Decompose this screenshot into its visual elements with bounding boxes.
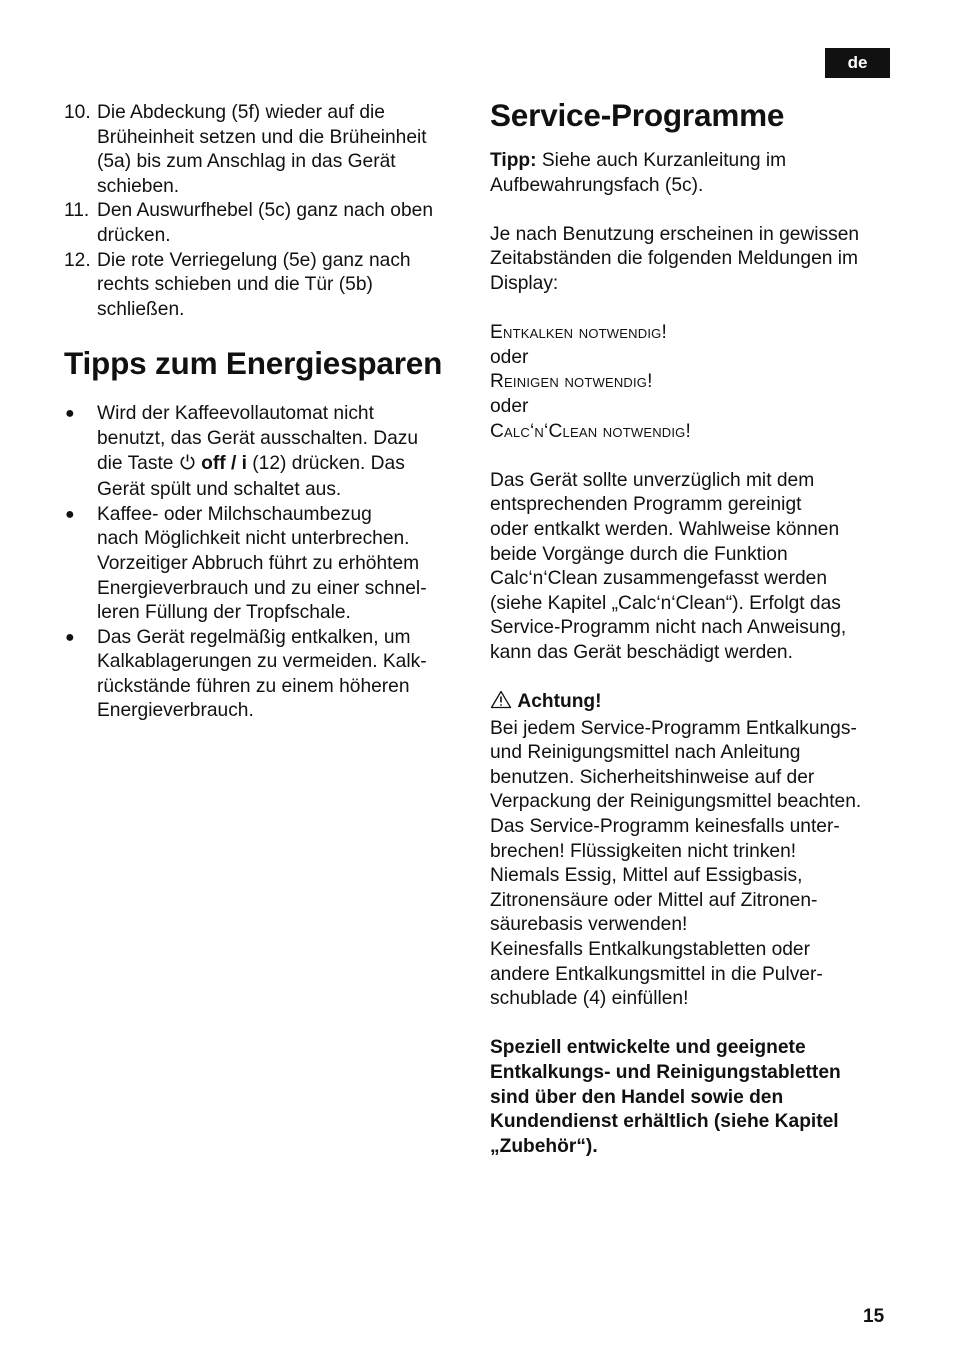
energy-heading: Tipps zum Energiesparen xyxy=(64,345,443,382)
bullet-text: (12) drücken. Das xyxy=(246,452,405,474)
step-line: schließen. xyxy=(97,298,185,320)
power-icon xyxy=(179,453,196,479)
tip-text: Aufbewahrungsfach (5c). xyxy=(490,174,704,196)
step-number: 10. xyxy=(64,102,91,123)
intro-line: Display: xyxy=(490,272,559,294)
bullet-line: nach Möglichkeit nicht unterbrechen. xyxy=(97,528,410,550)
paragraph-line: Das Gerät sollte unverzüglich mit dem xyxy=(490,469,815,491)
bullet-line: Kaffee- oder Milchschaumbezug xyxy=(97,503,372,525)
energy-bullet-1 xyxy=(64,402,459,502)
or-text: oder xyxy=(490,395,529,417)
warning-line: Verpackung der Reinigungsmittel beachten. xyxy=(490,791,862,813)
bullet-dot: ● xyxy=(65,628,75,646)
or-text: oder xyxy=(490,346,529,368)
bold-note-line: Speziell entwickelte und geeignete xyxy=(490,1037,806,1059)
warning-line: Bei jedem Service-Programm Entkalkungs- xyxy=(490,717,857,739)
step-10 xyxy=(64,101,459,199)
step-number: 11. xyxy=(64,200,90,222)
display-message-clean: Reinigen notwendig! xyxy=(490,371,653,393)
bold-note-line: sind über den Handel sowie den xyxy=(490,1086,784,1108)
energy-bullet-2 xyxy=(64,503,459,626)
step-12 xyxy=(64,249,459,323)
warning-heading xyxy=(490,690,900,717)
bullet-dot: ● xyxy=(65,405,75,423)
warning-line: andere Entkalkungsmittel in die Pulver- xyxy=(490,963,823,985)
step-line: Den Auswurfhebel (5c) ganz nach oben xyxy=(97,200,433,222)
warning-line: säurebasis verwenden! xyxy=(490,914,688,936)
display-message-descale: Entkalken notwendig! xyxy=(490,322,667,344)
bold-note-line: „Zubehör“). xyxy=(490,1135,598,1157)
language-tab: de xyxy=(825,48,890,78)
bullet-text: die Taste xyxy=(97,452,179,474)
step-11 xyxy=(64,199,459,248)
right-column xyxy=(490,96,900,1159)
tip-line xyxy=(490,149,900,174)
bold-note-line: Entkalkungs- und Reinigungstabletten xyxy=(490,1061,841,1083)
warning-title: Achtung! xyxy=(517,691,602,713)
step-line: Brüheinheit setzen und die Brüheinheit xyxy=(97,126,427,148)
paragraph-line: Calc‘n‘Clean zusammengefasst werden xyxy=(490,568,828,590)
paragraph-line: beide Vorgänge durch die Funktion xyxy=(490,543,788,565)
display-message-calcnclean: Calc‘n‘Clean notwendig! xyxy=(490,420,692,442)
warning-triangle-icon xyxy=(490,690,512,717)
energy-bullet-3 xyxy=(64,626,459,724)
bullet-line: benutzt, das Gerät ausschalten. Dazu xyxy=(97,427,419,449)
step-number: 12. xyxy=(64,249,91,271)
step-line: Die Abdeckung (5f) wieder auf die xyxy=(97,102,385,123)
service-heading: Service-Programme xyxy=(490,97,785,133)
bullet-line: Energieverbrauch. xyxy=(97,700,254,722)
left-column xyxy=(64,101,459,724)
bullet-dot: ● xyxy=(65,505,75,523)
intro-line: Je nach Benutzung erscheinen in gewissen xyxy=(490,223,860,245)
warning-line: schublade (4) einfüllen! xyxy=(490,988,689,1010)
bullet-line: rückstände führen zu einem höheren xyxy=(97,675,410,697)
paragraph-line: (siehe Kapitel „Calc‘n‘Clean“). Erfolgt das xyxy=(490,592,841,614)
intro-line: Zeitabständen die folgenden Meldungen im xyxy=(490,248,859,270)
tip-label: Tipp: xyxy=(490,150,537,171)
warning-line: benutzen. Sicherheitshinweise auf der xyxy=(490,766,815,788)
bullet-line: Wird der Kaffeevollautomat nicht xyxy=(97,403,374,425)
warning-line: Zitronensäure oder Mittel auf Zitronen- xyxy=(490,889,818,911)
step-line: (5a) bis zum Anschlag in das Gerät xyxy=(97,151,396,173)
bullet-line: Energieverbrauch und zu einer schnel- xyxy=(97,577,427,599)
paragraph-line: oder entkalkt werden. Wahlweise können xyxy=(490,518,840,540)
warning-line: Keinesfalls Entkalkungstabletten oder xyxy=(490,939,810,960)
step-line: Die rote Verriegelung (5e) ganz nach xyxy=(97,249,411,271)
bullet-line: Vorzeitiger Abbruch führt zu erhöhtem xyxy=(97,552,420,574)
paragraph-line: Service-Programm nicht nach Anweisung, xyxy=(490,617,847,639)
bullet-line: Das Gerät regelmäßig entkalken, um xyxy=(97,626,411,648)
warning-line: Niemals Essig, Mittel auf Essigbasis, xyxy=(490,865,803,887)
step-line: rechts schieben und die Tür (5b) xyxy=(97,274,373,296)
tip-text: Siehe auch Kurzanleitung im xyxy=(536,150,787,171)
warning-line: brechen! Flüssigkeiten nicht trinken! xyxy=(490,840,797,862)
bullet-line xyxy=(97,452,459,479)
bullet-line: Gerät spült und schaltet aus. xyxy=(97,479,342,501)
bold-note-line: Kundendienst erhältlich (siehe Kapitel xyxy=(490,1111,839,1133)
warning-line: und Reinigungsmittel nach Anleitung xyxy=(490,742,801,764)
warning-line: Das Service-Programm keinesfalls unter- xyxy=(490,816,840,838)
paragraph-line: kann das Gerät beschädigt werden. xyxy=(490,641,793,663)
bullet-line: leren Füllung der Tropfschale. xyxy=(97,602,351,624)
bullet-line: Kalkablagerungen zu vermeiden. Kalk- xyxy=(97,651,427,673)
page-number: 15 xyxy=(863,1306,885,1327)
paragraph-line: entsprechenden Programm gereinigt xyxy=(490,494,802,516)
off-button-label: off / i xyxy=(201,452,247,474)
step-line: schieben. xyxy=(97,175,180,197)
step-line: drücken. xyxy=(97,224,171,246)
